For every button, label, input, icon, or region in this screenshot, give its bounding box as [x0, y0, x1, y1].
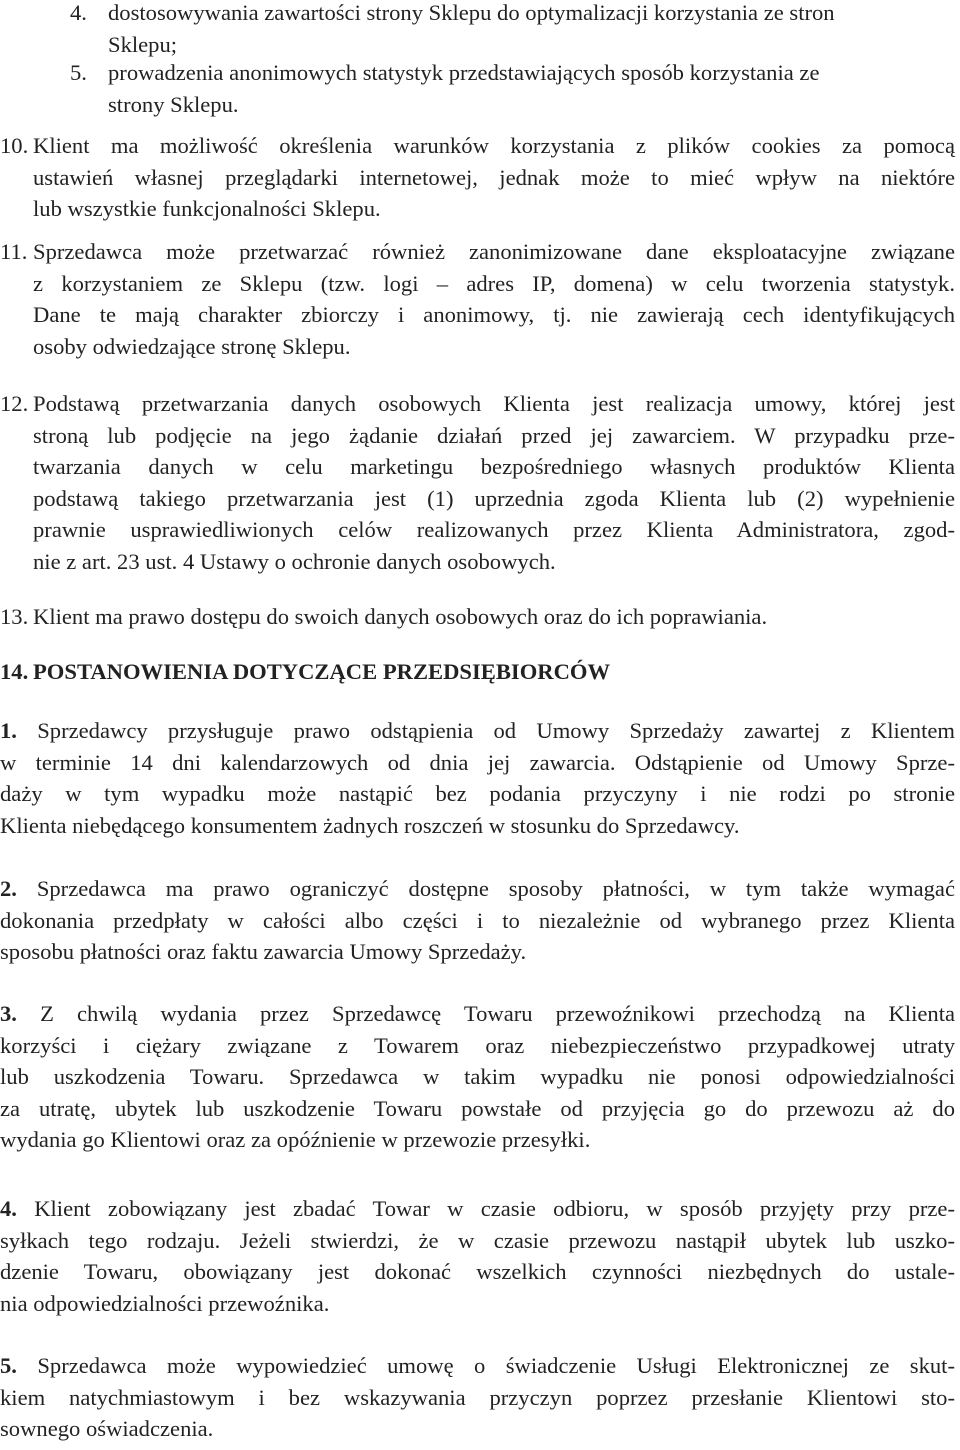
item-12	[0, 388, 955, 577]
item-13	[0, 601, 955, 633]
text-line: Dane te mają charakter zbiorczy i anonimowy, tj. nie zawierają cech identyfikujących	[33, 302, 955, 327]
sub-item-number: 4.	[70, 0, 87, 25]
sub-item-number: 5.	[70, 60, 87, 85]
clause-3	[0, 998, 955, 1156]
text-line: lub wszystkie funkcjonalności Sklepu.	[33, 196, 381, 221]
text-line: nia odpowiedzialności przewoźnika.	[0, 1290, 330, 1316]
text-line: 1. Sprzedawcy przysługuje prawo odstąpienia od Umowy Sprzedaży zawartej z Klientem	[0, 718, 955, 743]
text-line: osoby odwiedzające stronę Sklepu.	[33, 333, 351, 359]
text-line: lub uszkodzenia Towaru. Sprzedawca w takim wypadku nie ponosi odpowiedzialności	[0, 1064, 955, 1089]
section-title: POSTANOWIENIA DOTYCZĄCE PRZEDSIĘBIORCÓW	[33, 659, 611, 684]
text-line: strony Sklepu.	[108, 91, 239, 117]
text-line: daży w tym wypadku może nastąpić bez podania przyczyny i nie rodzi po stronie	[0, 781, 955, 806]
text-line: korzyści i ciężary związane z Towarem oraz niebezpieczeństwo przypadkowej utraty	[0, 1032, 955, 1058]
text-line: dokonania przedpłaty w całości albo części i to niezależnie od wybranego przez Klienta	[0, 907, 955, 933]
sub-item-5	[70, 57, 955, 120]
text-line: nie z art. 23 ust. 4 Ustawy o ochronie danych osobowych.	[33, 548, 556, 574]
text-line: Sprzedawca może przetwarzać również zanonimizowane dane eksploatacyjne związane	[33, 239, 955, 264]
item-number: 11.	[0, 239, 28, 264]
sub-item-4	[70, 0, 955, 60]
text-line: twarzania danych w celu marketingu bezpośredniego własnych produktów Klienta	[33, 454, 955, 479]
text-line: Klient ma możliwość określenia warunków korzystania z plików cookies za pomocą	[33, 133, 955, 158]
clause-1	[0, 715, 955, 841]
clause-number: 1.	[0, 718, 17, 743]
clause-4	[0, 1193, 955, 1319]
text-line: dostosowywania zawartości strony Sklepu do optymalizacji korzystania ze stron	[108, 0, 835, 25]
clause-number: 3.	[0, 1001, 17, 1026]
text-line: Klienta niebędącego konsumentem żadnych roszczeń w stosunku do Sprzedawcy.	[0, 812, 740, 838]
clause-5	[0, 1350, 955, 1445]
text-line: kiem natychmiastowym i bez wskazywania przyczyn poprzez przesłanie Klientowi sto-	[0, 1384, 955, 1410]
item-number: 13.	[0, 604, 29, 629]
text-line: Klient ma prawo dostępu do swoich danych osobowych oraz do ich poprawiania.	[33, 604, 768, 629]
item-number: 10.	[0, 133, 29, 158]
text-line: syłkach tego rodzaju. Jeżeli stwierdzi, że w czasie przewozu nastąpił ubytek lub uszko-	[0, 1227, 955, 1253]
text-line: stroną lub podjęcie na jego żądanie działań przed jej zawarciem. W przypadku prze-	[33, 422, 955, 448]
item-number: 12.	[0, 391, 29, 416]
text-line: z korzystaniem ze Sklepu (tzw. logi – adres IP, domena) w celu tworzenia statystyk.	[33, 270, 955, 296]
text-line: Podstawą przetwarzania danych osobowych Klienta jest realizacja umowy, której jest	[33, 391, 955, 416]
clause-number: 4.	[0, 1196, 17, 1221]
text-line: sownego oświadczenia.	[0, 1416, 214, 1441]
text-line: za utratę, ubytek lub uszkodzenie Towaru powstałe od przyjęcia go do przewozu aż do	[0, 1095, 955, 1121]
section-number: 14.	[0, 659, 29, 684]
text-line: Sklepu;	[108, 31, 178, 57]
item-10	[0, 130, 955, 225]
text-line: ustawień własnej przeglądarki internetowej, jednak może to mieć wpływ na niektóre	[33, 164, 955, 190]
text-line: wydania go Klientowi oraz za opóźnienie w przewozie przesyłki.	[0, 1127, 591, 1152]
text-line: w terminie 14 dni kalendarzowych od dnia jej zawarcia. Odstąpienie od Umowy Sprze-	[0, 749, 955, 775]
text-line: podstawą takiego przetwarzania jest (1) uprzednia zgoda Klienta lub (2) wypełnienie	[33, 485, 955, 511]
section-heading	[0, 656, 955, 688]
text-line: 4. Klient zobowiązany jest zbadać Towar w czasie odbioru, w sposób przyjęty przy prze-	[0, 1196, 955, 1221]
text-line: sposobu płatności oraz faktu zawarcia Umowy Sprzedaży.	[0, 939, 527, 964]
clause-2	[0, 873, 955, 968]
text-line: prowadzenia anonimowych statystyk przedstawiających sposób korzystania ze	[108, 60, 820, 85]
clause-number: 5.	[0, 1353, 17, 1378]
text-line: 3. Z chwilą wydania przez Sprzedawcę Towaru przewoźnikowi przechodzą na Klienta	[0, 1001, 955, 1026]
text-line: dzenie Towaru, obowiązany jest dokonać wszelkich czynności niezbędnych do ustale-	[0, 1259, 955, 1284]
text-line: 2. Sprzedawca ma prawo ograniczyć dostępne sposoby płatności, w tym także wymagać	[0, 876, 955, 901]
clause-number: 2.	[0, 876, 17, 901]
item-11	[0, 236, 955, 362]
text-line: prawnie usprawiedliwionych celów realizowanych przez Klienta Administratora, zgod-	[33, 517, 955, 542]
text-line: 5. Sprzedawca może wypowiedzieć umowę o świadczenie Usługi Elektronicznej ze skut-	[0, 1353, 955, 1378]
